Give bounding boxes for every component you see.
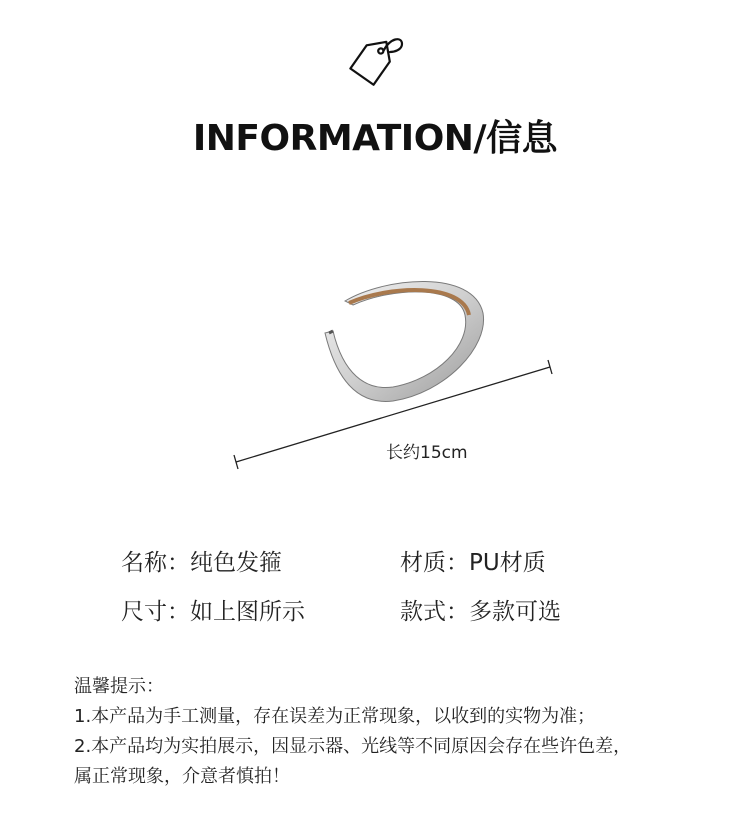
tips-line-1: 1.本产品为手工测量，存在误差为正常现象，以收到的实物为准； [74,706,596,727]
spec-style [400,593,561,626]
spec-style-label: 款式： [400,599,469,625]
spec-style-value: 多款可选 [469,599,561,625]
measurement-label: 长约15cm [386,443,468,463]
spec-material [400,544,546,577]
spec-name-value: 纯色发箍 [190,550,282,576]
spec-size [121,593,305,626]
tips-section [74,672,724,792]
spec-name-label: 名称： [121,550,190,576]
tips-line-3: 属正常现象，介意者慎拍！ [74,766,290,787]
spec-material-label: 材质： [400,550,469,576]
spec-material-value: PU材质 [469,550,546,576]
spec-name [121,544,282,577]
page-title: INFORMATION/信息 [192,118,558,159]
price-tag-icon [346,30,406,90]
spec-size-label: 尺寸： [121,599,190,625]
tips-heading: 温馨提示： [74,676,164,697]
spec-size-value: 如上图所示 [190,599,305,625]
tips-line-2: 2.本产品均为实拍展示，因显示器、光线等不同原因会存在些许色差， [74,736,632,757]
